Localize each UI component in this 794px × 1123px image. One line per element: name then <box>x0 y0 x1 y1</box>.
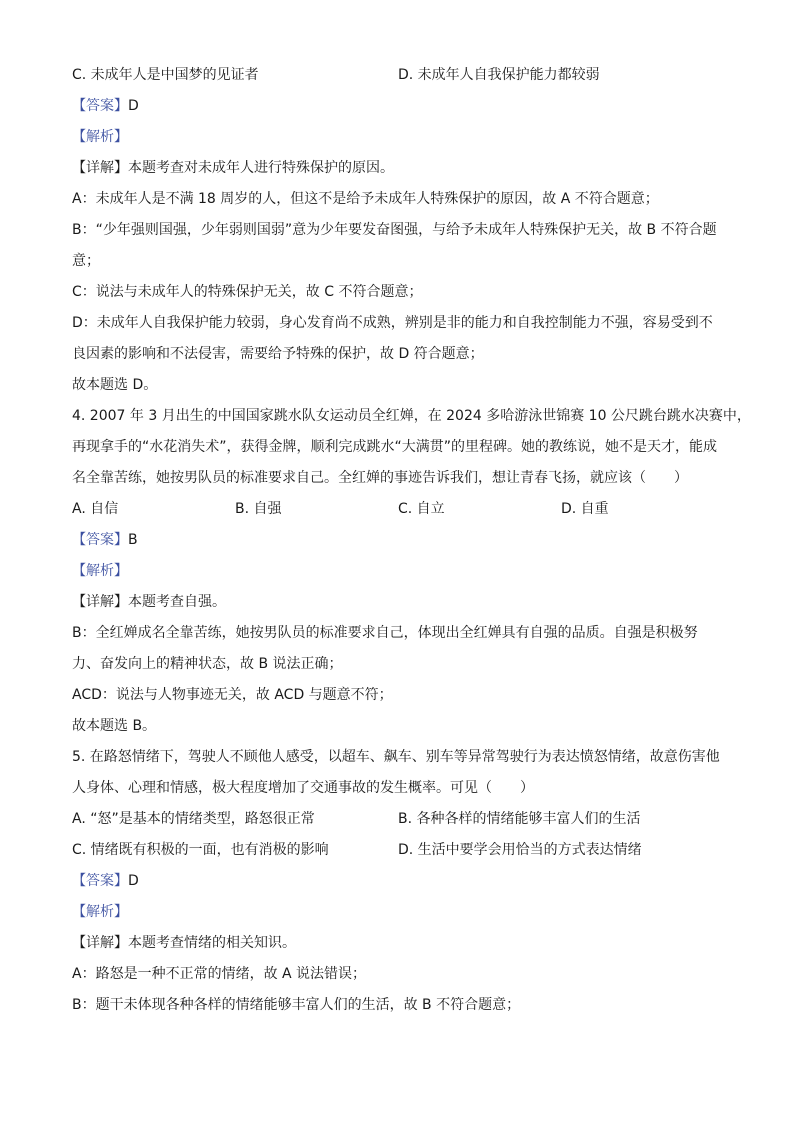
detail-intro: 本题考查情绪的相关知识。 <box>128 935 296 951</box>
q4-stem-line3: 名全靠苦练，她按男队员的标准要求自己。全红婵的事迹告诉我们，想让青春飞扬，就应该（ ） <box>72 470 688 486</box>
q5-option-c: C. 情绪既有积极的一面，也有消极的影响 <box>72 842 329 858</box>
q5-explanation-b: B：题干未体现各种各样的情绪能够丰富人们的生活，故 B 不符合题意； <box>72 997 521 1013</box>
q3-analysis-heading <box>72 124 724 155</box>
answer-tag: 【答案】 <box>72 98 128 114</box>
q4-analysis-heading <box>72 558 724 589</box>
q3-explanation-d-line2: 良因素的影响和不法侵害，需要给予特殊的保护，故 D 符合题意； <box>72 346 484 362</box>
q4-explanation-acd: ACD：说法与人物事迹无关，故 ACD 与题意不符； <box>72 687 393 703</box>
analysis-tag: 【解析】 <box>72 563 128 579</box>
q4-stem-line2: 再现拿手的“水花消失术”，获得金牌，顺利完成跳水“大满贯”的里程碑。她的教练说，她不是天才，能成 <box>72 439 718 455</box>
detail-tag: 【详解】 <box>72 594 128 610</box>
q5-detail <box>72 930 724 961</box>
q5-options-row2 <box>72 837 724 868</box>
q3-explanation-b-line1: B：“少年强则国强，少年弱则国弱”意为少年要发奋图强，与给予未成年人特殊保护无关，故 B 不符合题 <box>72 222 717 238</box>
answer-tag: 【答案】 <box>72 532 128 548</box>
detail-tag: 【详解】 <box>72 160 128 176</box>
q4-explanation-b-line2: 力、奋发向上的精神状态，故 B 说法正确； <box>72 656 343 672</box>
q3-explanation-b-line2: 意； <box>72 253 100 269</box>
detail-tag: 【详解】 <box>72 935 128 951</box>
answer-value: D <box>128 98 139 114</box>
detail-intro: 本题考查自强。 <box>128 594 226 610</box>
analysis-tag: 【解析】 <box>72 129 128 145</box>
q3-detail <box>72 155 724 186</box>
q5-answer <box>72 868 724 899</box>
answer-value: D <box>128 873 139 889</box>
q3-conclusion: 故本题选 D。 <box>72 377 158 393</box>
q5-analysis-heading <box>72 899 724 930</box>
q4-option-d: D. 自重 <box>561 501 609 517</box>
q4-explanation-b-line1: B：全红婵成名全靠苦练，她按男队员的标准要求自己，体现出全红婵具有自强的品质。自强是积极努 <box>72 625 698 641</box>
detail-intro: 本题考查对未成年人进行特殊保护的原因。 <box>128 160 394 176</box>
analysis-tag: 【解析】 <box>72 904 128 920</box>
q5-option-a: A. “怒”是基本的情绪类型，路怒很正常 <box>72 811 315 827</box>
q3-option-d: D. 未成年人自我保护能力都较弱 <box>398 67 600 83</box>
q3-explanation-a: A：未成年人是不满 18 周岁的人，但这不是给予未成年人特殊保护的原因，故 A 不符合题意； <box>72 191 659 207</box>
q5-option-d: D. 生活中要学会用恰当的方式表达情绪 <box>398 842 642 858</box>
q4-detail <box>72 589 724 620</box>
q3-answer <box>72 93 724 124</box>
q4-option-a: A. 自信 <box>72 501 119 517</box>
q3-explanation-c: C：说法与未成年人的特殊保护无关，故 C 不符合题意； <box>72 284 423 300</box>
answer-value: B <box>128 532 138 548</box>
q3-options-row <box>72 62 724 93</box>
q4-option-c: C. 自立 <box>398 501 445 517</box>
q4-answer <box>72 527 724 558</box>
q4-conclusion: 故本题选 B。 <box>72 718 157 734</box>
q4-stem-line1: 4. 2007 年 3 月出生的中国国家跳水队女运动员全红婵，在 2024 多哈游泳世锦赛 10 公尺跳台跳水决赛中， <box>72 408 751 424</box>
q3-option-c: C. 未成年人是中国梦的见证者 <box>72 67 259 83</box>
q4-options-row <box>72 496 724 527</box>
q5-stem-line1: 5. 在路怒情绪下，驾驶人不顾他人感受，以超车、飙车、别车等异常驾驶行为表达愤怒情绪，故意伤害他 <box>72 749 720 765</box>
q5-explanation-a: A：路怒是一种不正常的情绪，故 A 说法错误； <box>72 966 367 982</box>
q3-explanation-d-line1: D：未成年人自我保护能力较弱，身心发育尚不成熟，辨别是非的能力和自我控制能力不强，容易受到不 <box>72 315 713 331</box>
exam-page <box>72 62 751 1023</box>
answer-tag: 【答案】 <box>72 873 128 889</box>
q4-option-b: B. 自强 <box>235 501 282 517</box>
q5-option-b: B. 各种各样的情绪能够丰富人们的生活 <box>398 811 641 827</box>
q5-options-row1 <box>72 806 724 837</box>
q5-stem-line2: 人身体、心理和情感，极大程度增加了交通事故的发生概率。可见（ ） <box>72 780 534 796</box>
